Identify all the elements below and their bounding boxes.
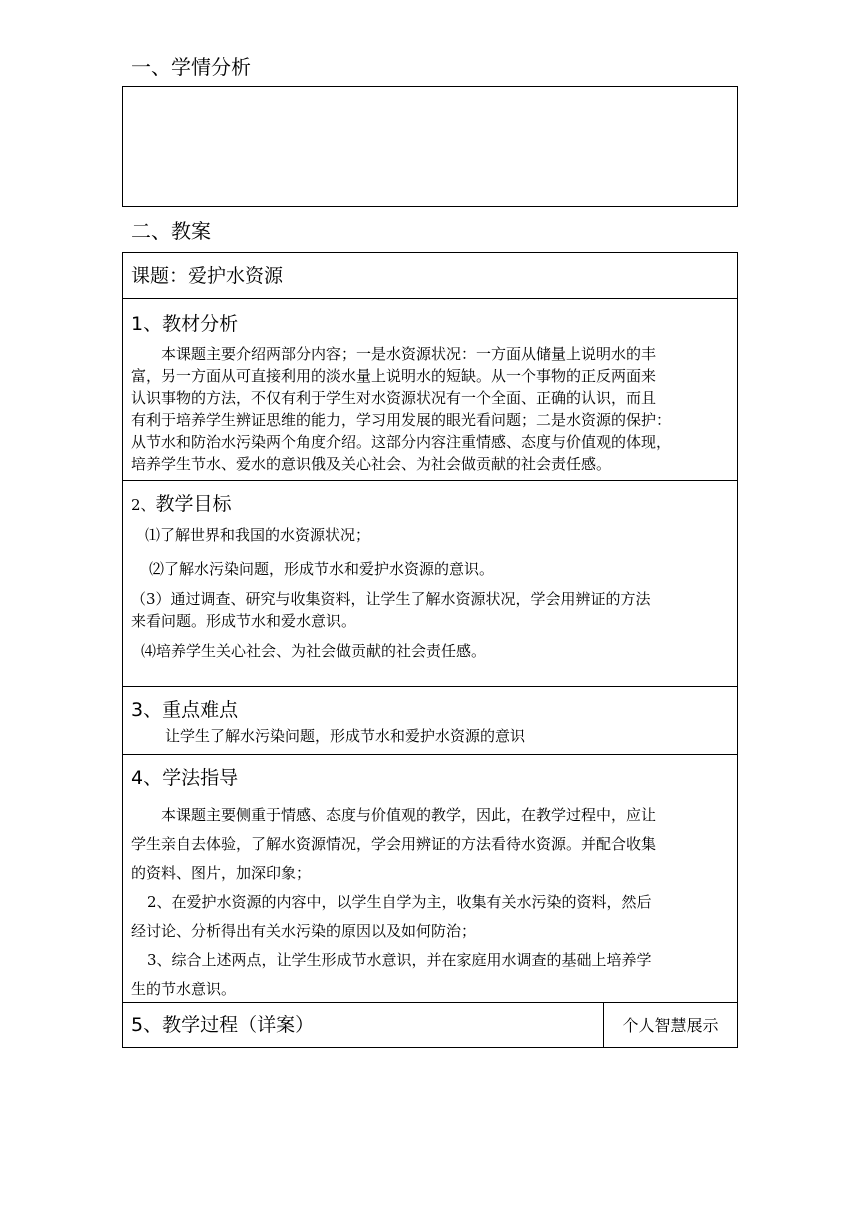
material-line: 从节水和防治水污染两个角度介绍。这部分内容注重情感、态度与价值观的体现， [131, 433, 672, 451]
section-title-lesson-plan: 二、教案 [131, 219, 211, 243]
teaching-goals-list [123, 524, 737, 662]
key-points-heading: 3、重点难点 [131, 699, 239, 721]
material-analysis-text [123, 337, 737, 475]
lesson-plan-table [122, 252, 738, 1048]
learning-analysis-box [122, 86, 738, 207]
learning-method-text [123, 791, 737, 1004]
key-points-text: 让学生了解水污染问题，形成节水和爱护水资源的意识 [165, 727, 526, 745]
goal-item: （3）通过调查、研究与收集资料，让学生了解水资源状况，学会用辨证的方法 [131, 590, 651, 608]
teaching-process-heading: 5、教学过程（详案） [123, 1003, 604, 1048]
material-line: 富，另一方面从可直接利用的淡水量上说明水的短缺。从一个事物的正反两面来 [131, 367, 657, 385]
material-analysis-heading: 1、教材分析 [131, 313, 239, 335]
goal-item: ⑷培养学生关心社会、为社会做贡献的社会责任感。 [141, 642, 487, 660]
learning-method-row [123, 755, 737, 1003]
topic-row [123, 253, 737, 299]
material-line: 本课题主要介绍两部分内容；一是水资源状况：一方面从储量上说明水的丰 [161, 345, 657, 363]
goal-item: ⑵了解水污染问题，形成节水和爱护水资源的意识。 [149, 560, 495, 578]
method-line: 本课题主要侧重于情感、态度与价值观的教学，因此，在教学过程中，应让 [161, 806, 657, 824]
method-line: 生的节水意识。 [131, 980, 237, 998]
material-line: 培养学生节水、爱水的意识俄及关心社会、为社会做贡献的社会责任感。 [131, 455, 612, 473]
teaching-goals-row [123, 481, 737, 687]
material-line: 认识事物的方法，不仅有利于学生对水资源状况有一个全面、正确的认识，而且 [131, 389, 657, 407]
section-title-learning-analysis: 一、学情分析 [131, 55, 251, 79]
method-line: 学生亲自去体验，了解水资源情况，学会用辨证的方法看待水资源。并配合收集 [131, 835, 657, 853]
topic-title: 课题：爱护水资源 [131, 265, 284, 287]
key-points-row [123, 687, 737, 755]
goal-item-continued: 来看问题。形成节水和爱水意识。 [131, 612, 357, 630]
method-line: 3、综合上述两点，让学生形成节水意识，并在家庭用水调查的基础上培养学 [147, 951, 652, 969]
method-line: 的资料、图片，加深印象； [131, 864, 312, 882]
teaching-goals-heading [123, 481, 737, 518]
personal-wisdom-label: 个人智慧展示 [622, 1016, 719, 1035]
goal-item: ⑴了解世界和我国的水资源状况； [145, 526, 371, 544]
learning-method-heading: 4、学法指导 [131, 767, 239, 789]
teaching-process-row [123, 1003, 737, 1048]
material-analysis-row [123, 299, 737, 481]
material-line: 有利于培养学生辨证思维的能力，学习用发展的眼光看问题；二是水资源的保护： [131, 411, 672, 429]
teaching-goals-title: 教学目标 [155, 493, 232, 515]
teaching-goals-number: 2、 [131, 496, 156, 514]
method-line: 2、在爱护水资源的内容中，以学生自学为主，收集有关水污染的资料，然后 [147, 893, 652, 911]
method-line: 经讨论、分析得出有关水污染的原因以及如何防治； [131, 922, 477, 940]
